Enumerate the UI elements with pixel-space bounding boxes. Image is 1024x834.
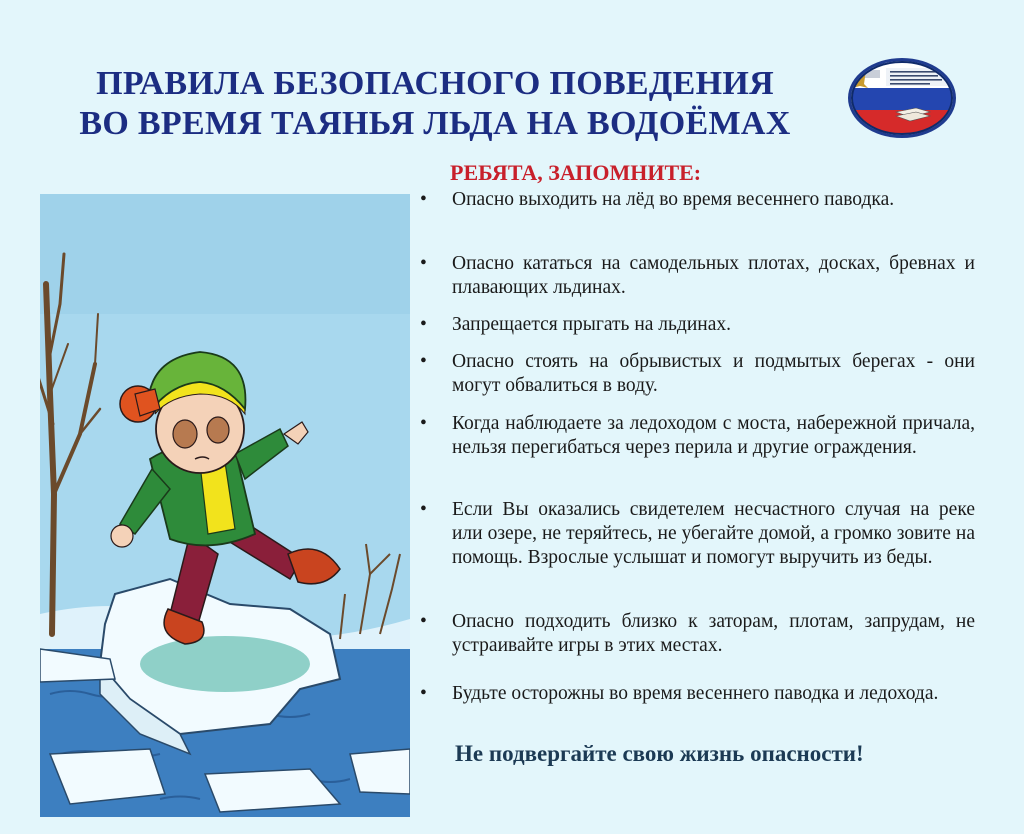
bullet-icon: • [420, 413, 427, 434]
rule-item-5: • Когда наблюдаете за ледоходом с моста, набережной причала, нельзя перегибаться через перила и другие ограждения. [420, 413, 975, 458]
rule-item-3: • Запрещается прыгать на льдинах. [420, 314, 731, 335]
bullet-icon: • [420, 314, 427, 335]
closing-warning: Не подвергайте свою жизнь опасности! [455, 741, 864, 766]
rule-item-6: • Если Вы оказались свидетелем несчастного случая на реке или озере, не теряйтесь, не убегайте домой, а громко зовите на помощь. Взрослые услышат и помогут выручить из беды. [420, 499, 975, 568]
organization-emblem-icon [846, 56, 958, 140]
rule-item-4: • Опасно стоять на обрывистых и подмытых берегах - они могут обвалиться в воду. [420, 351, 975, 396]
rule-item-1: • Опасно выходить на лёд во время весеннего паводка. [420, 189, 895, 210]
child-on-ice-floe-illustration [40, 194, 410, 817]
bullet-icon: • [420, 683, 427, 704]
rule-item-8: • Будьте осторожны во время весеннего паводка и ледохода. [420, 683, 939, 704]
bullet-icon: • [420, 611, 427, 632]
page-title [20, 64, 850, 144]
subheading: РЕБЯТА, ЗАПОМНИТЕ: [450, 160, 702, 185]
title-line-2: ВО ВРЕМЯ ТАЯНЬЯ ЛЬДА НА ВОДОЁМАХ [79, 105, 791, 142]
bullet-icon: • [420, 351, 427, 372]
rule-item-2: • Опасно кататься на самодельных плотах, досках, бревнах и плавающих льдинах. [420, 253, 975, 298]
bullet-icon: • [420, 189, 427, 210]
rule-item-7: • Опасно подходить близко к заторам, плотам, запрудам, не устраивайте игры в этих местах. [420, 611, 975, 656]
bullet-icon: • [420, 253, 427, 274]
title-line-1: ПРАВИЛА БЕЗОПАСНОГО ПОВЕДЕНИЯ [96, 65, 774, 102]
bullet-icon: • [420, 499, 427, 520]
